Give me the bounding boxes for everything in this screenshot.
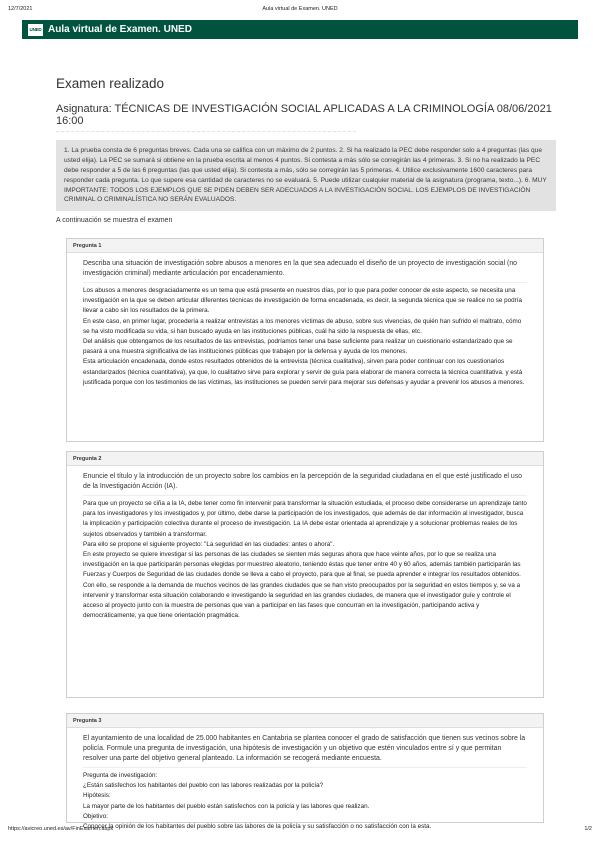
question-label: Pregunta 1 (67, 239, 543, 253)
question-text: El ayuntamiento de una localidad de 25.000 habitantes en Cantabria se plantea conocer el grado de satisfacción que tienen sus vecinos sobre la policía. Formule una pregunta de investigación, una hipótesis de investigación y un objetivo que estén vinculados entre sí y que permitan resolver una parte del objetivo general planteado. La información se recogerá mediante encuesta. (83, 735, 526, 762)
answer-paragraph: Del análisis que obtengamos de los resultados de las entrevistas, podríamos tener una base suficiente para realizar un cuestionario estandarizado que se pasará a una muestra significativa de las instituciones públicas que trabajen por la defensa y ayuda de los menores. (83, 337, 513, 356)
header-bar (22, 20, 578, 39)
answer-paragraph: Para ello se propone el siguiente proyecto: "La seguridad en las ciudades: antes o ahora". (83, 540, 335, 548)
answer-text (67, 283, 543, 394)
answer-paragraph: Para que un proyecto se ciña a la IA, debe tener como fin intervenir para transformar la situación estudiada, el proceso debe considerarse un aprendizaje tanto para los investigadores y los investigados y, por último, debe darse la participación de los investigados, que además de dar información al investigador, busca la implicación y participación colectiva durante el proceso de investigación. La IA debe estar orientada al aprendizaje y a solucionar problemas reales de los sujetos observados y también a transformar. (83, 500, 527, 538)
print-title: Aula virtual de Examen. UNED (262, 6, 338, 12)
main-content (56, 52, 556, 224)
question-text: Enuncie el título y la introducción de un proyecto sobre los cambios en la percepción de la seguridad ciudadana en el que esté justificado el uso de la Investigación Acción (IA). (83, 473, 522, 490)
print-date: 12/7/2021 (8, 6, 33, 12)
answer-paragraph: Esta articulación encadenada, donde estos resultados obtenidos de la entrevista (técnica cualitativa), sirven para poder continuar con los cuestionarios estandarizados (técnica cuantitativa), ya que, lo cualitativo sirve para explorar y servir de guía para elaborar de manera correcta la técnica cuantitativa. y está justificada porque con los testimonios de las víctimas, las instituciones se pueden servir para mejorar sus defensas y ayudar a prevenir los abusos a menores. (83, 358, 525, 386)
answer-paragraph: Objetivo: (83, 812, 108, 820)
answer-text (67, 496, 543, 627)
answer-paragraph: Con ello, se responde a la demanda de muchos vecinos de las grandes ciudades que se han visto preocupados por la seguridad en estos tiempos y, se va a intervenir y transformar esta situación colaborando e investigando la seguridad en las grandes ciudades, de manera que el investigador guíe y controle el acceso al proyecto junto con la muestra de personas que van a participar en las fases que concurran en la investigación, participando activa y democráticamente, ya que tiene orientación pragmática. (83, 581, 521, 620)
answer-paragraph: En este caso, en primer lugar, procedería a realizar entrevistas a los menores víctimas de abuso, sobre sus vivencias, de quién han sufrido el maltrato, cómo se ha visto modificada su vida, si han buscado ayuda en las instituciones públicas, cuál ha sido la respuesta de ellas, etc. (83, 317, 522, 335)
subject-heading: Asignatura: TÉCNICAS DE INVESTIGACIÓN SOCIAL APLICADAS A LA CRIMINOLOGÍA 08/06/2021 16:00 (56, 103, 552, 127)
print-page-number: 1/2 (584, 826, 592, 832)
question-card-2 (66, 451, 544, 698)
answer-paragraph: Hipótesis: (83, 792, 111, 800)
question-label: Pregunta 3 (67, 714, 543, 728)
divider (56, 131, 356, 132)
intro-text: A continuación se muestra el examen (56, 217, 173, 225)
answer-paragraph: Pregunta de investigación: (83, 772, 158, 779)
uned-logo: UNED (28, 24, 43, 36)
header-brand[interactable]: Aula virtual de Examen. UNED (48, 24, 192, 35)
print-url: https://avicreo.uned.es/av/FinExamen.aspx (8, 826, 114, 832)
answer-paragraph: Los abusos a menores desgraciadamente es un tema que está presente en nuestros días, por lo que para poder conocer de este aspecto, se necesita una investigación en la que se deben articular diferentes técnicas de investigación de forma encadenada, es decir, la segunda técnica que se realice no se podría llevar a cabo sin los resultados de la primera. (83, 287, 522, 315)
question-card-1 (66, 238, 544, 442)
answer-paragraph: En este proyecto se quiere investigar si las personas de las ciudades se sienten más seguras ahora que hace veinte años, por lo que se realiza una investigación en la que participarán personas elegidas por muestreo aleatorio, teniendo éstas que tener entre 40 y 60 años, además también participarán las Fuerzas y Cuerpos de Seguridad de las ciudades donde se lleva a cabo el proyecto, para que al final, se pueda aprender e integrar los resultados obtenidos. (83, 550, 521, 579)
instructions-box: 1. La prueba consta de 6 preguntas breves. Cada una se califica con un máximo de 2 puntos. 2. Si ha realizado la PEC debe responder solo a 4 preguntas (las que usted elija). La PEC se sumará si obtiene en la prueba escrita al menos 4 puntos. Si contesta a más sólo se corregirán las 4 primeras. 3. Si no ha realizado la PEC debe responder a 5 de las 6 preguntas (las que usted elija). Si contesta a más, sólo se corregirán las 5 primeras. 4. Utilice exclusivamente 1600 caracteres para responder cada pregunta. Lo que supere esa cantidad de caracteres no se evaluará. 5. Puede utilizar cualquier material de la asignatura (programa, texto...). 6. MUY IMPORTANTE: TODOS LOS EJEMPLOS QUE SE PIDEN DEBEN SER ADECUADOS A LA INVESTIGACIÓN SOCIAL. LOS EJEMPLOS DE INVESTIGACIÓN CRIMINAL O CRIMINALÍSTICA NO SERÁN EVALUADOS. (56, 140, 556, 211)
page-title: Examen realizado (56, 76, 165, 91)
answer-paragraph: Conocer la opinión de los habitantes del pueblo sobre las labores de la policía y su satisfacción o no satisfacción con la esta. (83, 822, 432, 830)
question-card-3 (66, 713, 544, 830)
print-footer (8, 826, 592, 834)
print-header (8, 6, 592, 16)
answer-paragraph: La mayor parte de los habitantes del pueblo están satisfechos con la policía y las labores que realizan. (83, 802, 370, 810)
question-label: Pregunta 2 (67, 452, 543, 466)
answer-paragraph: ¿Están satisfechos los habitantes del pueblo con las labores realizadas por la policía? (83, 782, 324, 790)
question-text: Describa una situación de investigación sobre abusos a menores en la que sea adecuado el diseño de un proyecto de investigación social (no investigación criminal) mediante articulación por encadenamiento. (83, 260, 518, 277)
